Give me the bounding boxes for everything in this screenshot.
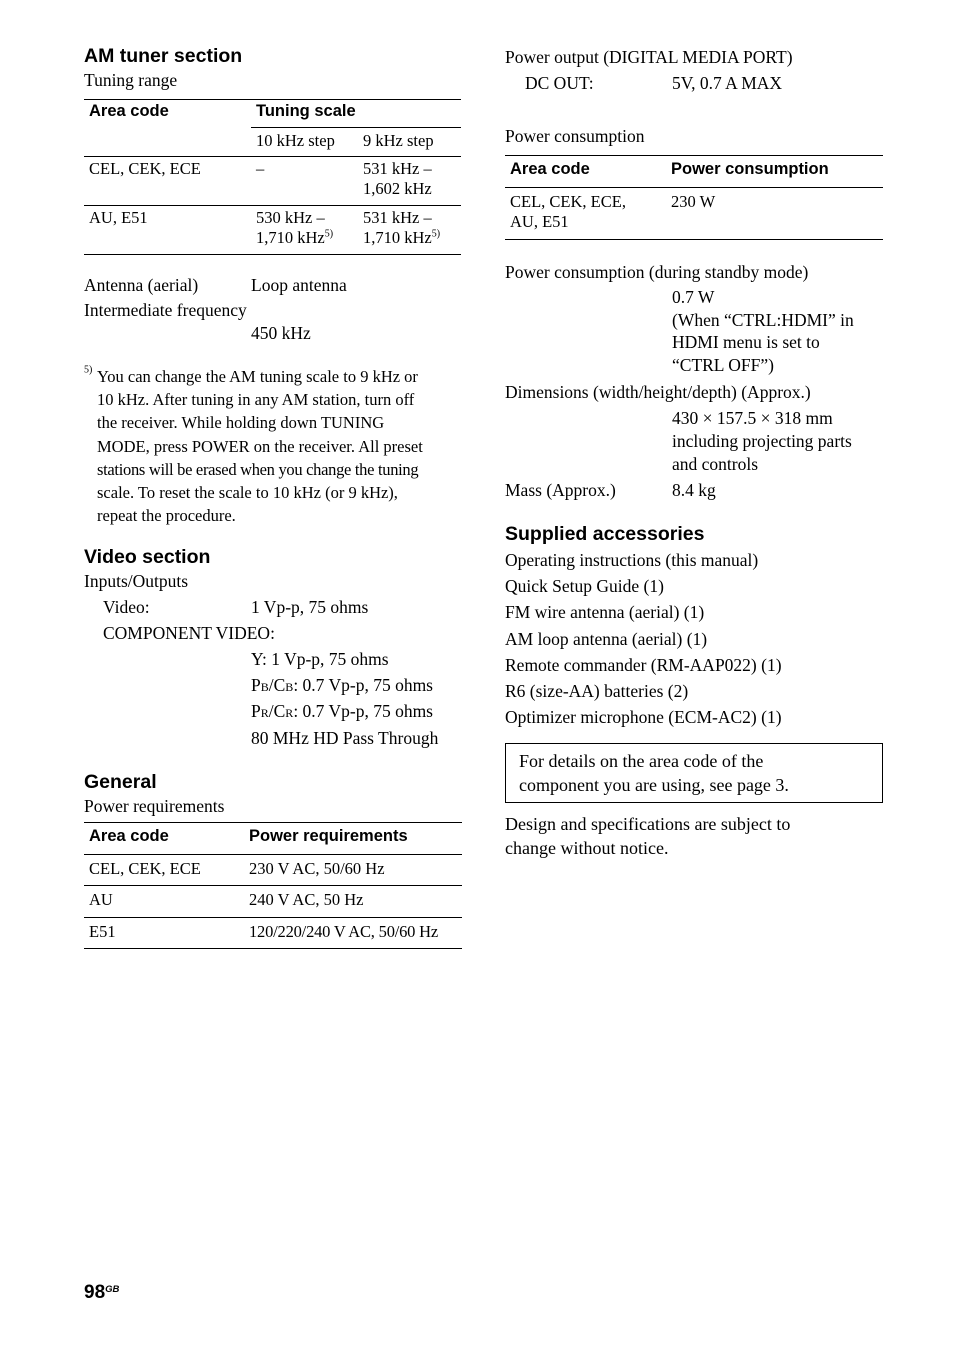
- list-item: Optimizer microphone (ECM-AC2) (1): [505, 707, 782, 728]
- footnote-line: repeat the procedure.: [97, 506, 236, 526]
- table-header-area-code: Area code: [510, 160, 590, 178]
- table-cell-10khz: [256, 208, 333, 248]
- footnote-line: scale. To reset the scale to 10 kHz (or 9 kHz),: [97, 483, 398, 503]
- note-line: component you are using, see page 3.: [519, 775, 789, 795]
- table-sub-9khz: 9 kHz step: [363, 131, 434, 150]
- table-rule: [84, 885, 462, 886]
- table-cell-10khz: –: [256, 159, 265, 178]
- dc-out-value: 5V, 0.7 A MAX: [672, 73, 783, 93]
- standby-label: Power consumption (during standby mode): [505, 262, 809, 282]
- page-suffix: GB: [105, 1284, 120, 1295]
- pr-text: /C: [268, 701, 286, 721]
- accessories-list: [505, 547, 782, 730]
- note-line: For details on the area code of the: [519, 751, 764, 771]
- footnote-mark: [84, 362, 92, 385]
- mass-label: Mass (Approx.): [505, 480, 616, 500]
- general-heading: General: [84, 771, 157, 793]
- table-cell-area: CEL, CEK, ECE: [89, 159, 201, 178]
- page-number: [84, 1282, 119, 1304]
- table-cell-area: AU: [89, 890, 113, 909]
- table-header-area-code: Area code: [89, 102, 169, 120]
- am-tuner-heading: AM tuner section: [84, 45, 243, 67]
- footnote-line: 10 kHz. After tuning in any AM station, turn off: [97, 390, 415, 410]
- component-pr-value: [251, 700, 433, 724]
- footnote-line: the receiver. While holding down TUNING: [97, 413, 385, 433]
- value-line: (When “CTRL:HDMI” in: [672, 309, 854, 330]
- table-cell-area: CEL, CEK, ECE: [89, 859, 201, 878]
- table-rule: [84, 948, 462, 949]
- note-box-text: [519, 749, 789, 797]
- table-cell-value: 240 V AC, 50 Hz: [249, 890, 364, 909]
- table-rule: [84, 917, 462, 918]
- pr-text: R: [285, 706, 294, 720]
- notice-line: Design and specifications are subject to: [505, 814, 791, 834]
- footnote-text: [97, 365, 423, 527]
- table-cell-value: 120/220/240 V AC, 50/60 Hz: [249, 922, 438, 941]
- pb-text: : 0.7 Vp-p, 75 ohms: [293, 675, 433, 695]
- design-notice: [505, 812, 790, 860]
- table-rule: [84, 854, 462, 855]
- value-line: 430 × 157.5 × 318 mm: [672, 408, 833, 428]
- table-cell-value: 230 W: [671, 192, 716, 211]
- table-rule: [84, 822, 462, 823]
- standby-value: [672, 286, 854, 376]
- list-item: Remote commander (RM-AAP022) (1): [505, 654, 782, 675]
- list-item: Operating instructions (this manual): [505, 550, 759, 570]
- pb-text: B: [285, 680, 294, 694]
- cell-line: 530 kHz –: [256, 208, 325, 227]
- list-item: R6 (size-AA) batteries (2): [505, 681, 689, 702]
- antenna-label: Antenna (aerial): [84, 275, 199, 295]
- cell-line: CEL, CEK, ECE,: [510, 192, 626, 211]
- table-cell-9khz: [363, 159, 432, 199]
- if-label: Intermediate frequency: [84, 300, 247, 320]
- video-heading: Video section: [84, 546, 211, 568]
- dc-out-label: DC OUT:: [525, 73, 594, 93]
- table-rule: [84, 99, 461, 100]
- video-value: 1 Vp-p, 75 ohms: [251, 597, 369, 617]
- table-header-power-requirements: Power requirements: [249, 827, 408, 845]
- list-item: Quick Setup Guide (1): [505, 576, 664, 597]
- pb-text: B: [260, 680, 269, 694]
- value-line: HDMI menu is set to: [672, 332, 820, 352]
- list-item: FM wire antenna (aerial) (1): [505, 602, 705, 623]
- table-header-area-code: Area code: [89, 827, 169, 845]
- hd-pass-through: 80 MHz HD Pass Through: [251, 728, 439, 748]
- cell-line: [256, 228, 333, 248]
- inputs-outputs-label: Inputs/Outputs: [84, 571, 189, 591]
- component-y-value: Y: 1 Vp-p, 75 ohms: [251, 649, 389, 669]
- power-output-label: Power output (DIGITAL MEDIA PORT): [505, 47, 793, 67]
- cell-line: 531 kHz –: [363, 159, 432, 178]
- dimensions-value: [672, 407, 852, 476]
- area-code-note-box: [505, 743, 883, 803]
- accessories-heading: Supplied accessories: [505, 523, 705, 545]
- pr-text: R: [260, 706, 269, 720]
- tuning-range-label: Tuning range: [84, 70, 178, 90]
- antenna-value: Loop antenna: [251, 275, 347, 295]
- value-line: 0.7 W: [672, 287, 715, 307]
- notice-line: change without notice.: [505, 838, 669, 858]
- component-video-label: COMPONENT VIDEO:: [103, 623, 275, 643]
- cell-line: AU, E51: [510, 212, 569, 231]
- list-item: AM loop antenna (aerial) (1): [505, 628, 708, 649]
- table-cell-area: E51: [89, 922, 116, 941]
- value-line: “CTRL OFF”): [672, 354, 774, 375]
- table-cell-value: 230 V AC, 50/60 Hz: [249, 859, 385, 878]
- pr-text: P: [251, 701, 261, 721]
- table-rule: [84, 254, 461, 255]
- footnote-line: stations will be erased when you change the tuning: [97, 459, 419, 479]
- value-line: and controls: [672, 454, 759, 474]
- pr-text: : 0.7 Vp-p, 75 ohms: [293, 701, 433, 721]
- table-rule: [505, 239, 883, 240]
- mass-value: 8.4 kg: [672, 480, 716, 500]
- cell-text: 1,710 kHz: [256, 228, 325, 247]
- footnote-ref: 5): [324, 228, 334, 240]
- table-cell-9khz: [363, 208, 440, 248]
- footnote-line: MODE, press POWER on the receiver. All preset: [97, 436, 423, 456]
- cell-line: 531 kHz –: [363, 208, 432, 227]
- dimensions-label: Dimensions (width/height/depth) (Approx.): [505, 382, 811, 402]
- pb-text: P: [251, 675, 261, 695]
- power-consumption-label: Power consumption: [505, 126, 645, 146]
- value-line: including projecting parts: [672, 431, 852, 451]
- footnote-number: 5): [84, 364, 93, 376]
- component-pb-value: [251, 674, 433, 698]
- video-label: Video:: [103, 597, 150, 617]
- table-rule: [84, 156, 461, 157]
- table-cell-area: AU, E51: [89, 208, 148, 227]
- footnote-line: You can change the AM tuning scale to 9 kHz or: [97, 367, 418, 386]
- table-rule: [505, 187, 883, 188]
- table-header-tuning-scale: Tuning scale: [256, 102, 356, 120]
- table-rule: [505, 155, 883, 156]
- cell-line: [363, 228, 440, 248]
- power-requirements-label: Power requirements: [84, 796, 225, 816]
- table-cell-area: [510, 192, 626, 232]
- table-rule: [84, 205, 461, 206]
- pb-text: /C: [268, 675, 286, 695]
- table-header-power-consumption: Power consumption: [671, 160, 829, 178]
- table-rule: [251, 127, 461, 128]
- page-number-text: 98: [84, 1282, 106, 1303]
- footnote-ref: 5): [431, 228, 441, 240]
- cell-line: 1,602 kHz: [363, 179, 432, 198]
- cell-text: 1,710 kHz: [363, 228, 432, 247]
- if-value: 450 kHz: [251, 323, 311, 343]
- table-sub-10khz: 10 kHz step: [256, 131, 335, 150]
